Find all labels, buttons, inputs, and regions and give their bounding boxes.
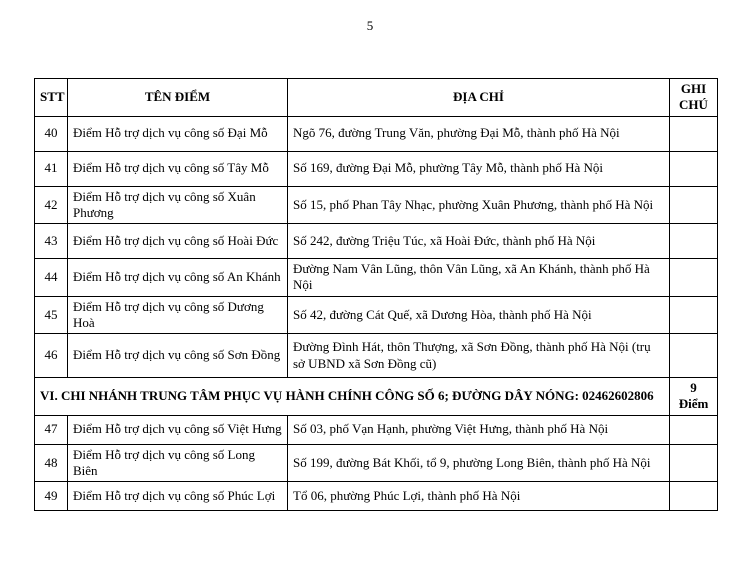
address-cell: Số 15, phố Phan Tây Nhạc, phường Xuân Phương, thành phố Hà Nội [288,186,670,224]
stt-cell: 43 [35,224,68,259]
name-cell: Điểm Hỗ trợ dịch vụ công số Tây Mỗ [68,151,288,186]
address-cell: Đường Nam Vân Lũng, thôn Vân Lũng, xã An Khánh, thành phố Hà Nội [288,259,670,297]
name-cell: Điểm Hỗ trợ dịch vụ công số Phúc Lợi [68,482,288,511]
column-header-note: GHI CHÚ [670,79,718,117]
table-row [35,186,718,224]
address-cell: Số 42, đường Cát Quế, xã Dương Hòa, thành phố Hà Nội [288,296,670,334]
address-cell: Đường Đình Hát, thôn Thượng, xã Sơn Đồng, thành phố Hà Nội (trụ sở UBND xã Sơn Đồng cũ) [288,334,670,378]
address-cell: Tổ 06, phường Phúc Lợi, thành phố Hà Nội [288,482,670,511]
stt-cell: 47 [35,415,68,444]
table-row [35,415,718,444]
column-header-name: TÊN ĐIỂM [68,79,288,117]
name-cell: Điểm Hỗ trợ dịch vụ công số Đại Mỗ [68,116,288,151]
section-point-count: 9 Điểm [670,378,718,416]
address-cell: Số 169, đường Đại Mỗ, phường Tây Mỗ, thành phố Hà Nội [288,151,670,186]
table-row [35,151,718,186]
table-row [35,334,718,378]
stt-cell: 40 [35,116,68,151]
note-cell [670,259,718,297]
note-cell [670,415,718,444]
note-cell [670,224,718,259]
stt-cell: 49 [35,482,68,511]
note-cell [670,151,718,186]
address-cell: Ngõ 76, đường Trung Văn, phường Đại Mỗ, thành phố Hà Nội [288,116,670,151]
note-cell [670,186,718,224]
address-cell: Số 03, phố Vạn Hạnh, phường Việt Hưng, thành phố Hà Nội [288,415,670,444]
stt-cell: 46 [35,334,68,378]
stt-cell: 41 [35,151,68,186]
name-cell: Điểm Hỗ trợ dịch vụ công số Việt Hưng [68,415,288,444]
address-cell: Số 199, đường Bát Khối, tổ 9, phường Long Biên, thành phố Hà Nội [288,444,670,482]
stt-cell: 44 [35,259,68,297]
name-cell: Điểm Hỗ trợ dịch vụ công số An Khánh [68,259,288,297]
table-header-row [35,79,718,117]
column-header-stt: STT [35,79,68,117]
name-cell: Điểm Hỗ trợ dịch vụ công số Hoài Đức [68,224,288,259]
section-title: VI. CHI NHÁNH TRUNG TÂM PHỤC VỤ HÀNH CHÍNH CÔNG SỐ 6; ĐƯỜNG DÂY NÓNG: 02462602806 [35,378,670,416]
stt-cell: 48 [35,444,68,482]
note-cell [670,334,718,378]
note-cell [670,444,718,482]
note-cell [670,116,718,151]
table-row [35,224,718,259]
column-header-address: ĐỊA CHỈ [288,79,670,117]
name-cell: Điểm Hỗ trợ dịch vụ công số Sơn Đồng [68,334,288,378]
service-points-table [34,78,718,511]
note-cell [670,296,718,334]
name-cell: Điểm Hỗ trợ dịch vụ công số Long Biên [68,444,288,482]
note-cell [670,482,718,511]
table-row [35,482,718,511]
section-header-row [35,378,718,416]
page-number: 5 [366,18,374,33]
table-row [35,444,718,482]
name-cell: Điểm Hỗ trợ dịch vụ công số Xuân Phương [68,186,288,224]
stt-cell: 45 [35,296,68,334]
stt-cell: 42 [35,186,68,224]
table-row [35,259,718,297]
table-row [35,296,718,334]
name-cell: Điểm Hỗ trợ dịch vụ công số Dương Hoà [68,296,288,334]
address-cell: Số 242, đường Triệu Túc, xã Hoài Đức, thành phố Hà Nội [288,224,670,259]
table-row [35,116,718,151]
